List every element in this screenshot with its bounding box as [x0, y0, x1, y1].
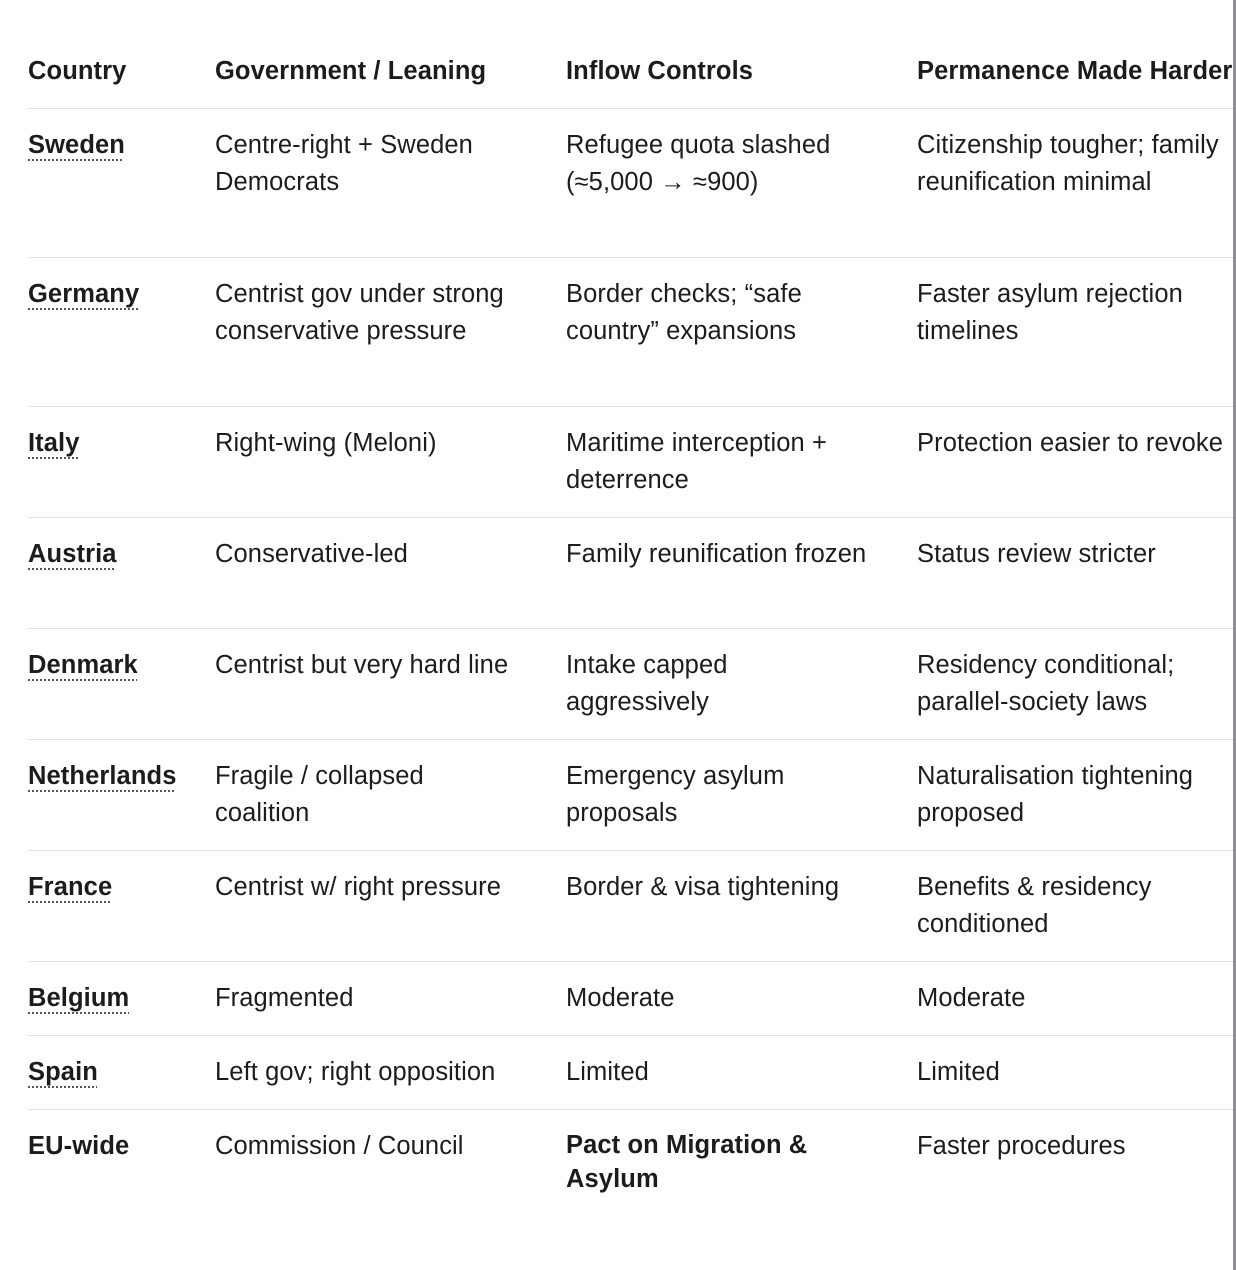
country-link-sweden[interactable]: Sweden: [28, 131, 125, 159]
policy-table: [28, 0, 1236, 1270]
country-cell: [28, 276, 208, 313]
header-permanence-label: Permanence Made Harder: [917, 57, 1233, 85]
permanence-cell: Citizenship tougher; family reunification minimal: [917, 131, 1219, 196]
table-row-france: [28, 851, 1236, 962]
table-row-italy: [28, 407, 1236, 518]
country-link-france[interactable]: France: [28, 873, 113, 901]
permanence-cell: Naturalisation tightening proposed: [917, 762, 1194, 827]
country-cell: [28, 980, 208, 1017]
country-link-italy[interactable]: Italy: [28, 429, 80, 457]
table-row-netherlands: [28, 740, 1236, 851]
table-row-eu-wide: [28, 1110, 1236, 1230]
country-link-denmark[interactable]: Denmark: [28, 651, 138, 679]
permanence-cell: Benefits & residency conditioned: [917, 873, 1152, 938]
table-row-germany: [28, 258, 1236, 407]
government-cell: Left gov; right opposition: [215, 1058, 496, 1086]
permanence-cell: Residency conditional; parallel-society laws: [917, 651, 1175, 716]
inflow-cell: Refugee quota slashed (≈5,000 → ≈900): [566, 131, 831, 196]
inflow-cell: Pact on Migration & Asylum: [566, 1131, 808, 1193]
table-row-spain: [28, 1036, 1236, 1110]
government-cell: Centrist but very hard line: [215, 651, 509, 679]
header-government: Government / Leaning: [215, 57, 487, 85]
government-cell: Fragile / collapsed coalition: [215, 762, 424, 827]
table-header-row: [28, 0, 1236, 109]
country-link-belgium[interactable]: Belgium: [28, 984, 130, 1012]
permanence-cell: Moderate: [917, 984, 1026, 1012]
permanence-cell: Status review stricter: [917, 540, 1156, 568]
government-cell: Commission / Council: [215, 1132, 464, 1160]
header-permanence: [917, 53, 1236, 90]
government-cell: Conservative-led: [215, 540, 408, 568]
inflow-cell: Border & visa tightening: [566, 873, 840, 901]
country-link-spain[interactable]: Spain: [28, 1058, 98, 1086]
country-cell: [28, 869, 208, 906]
table-row-austria: [28, 518, 1236, 629]
permanence-cell: Faster procedures: [917, 1132, 1126, 1160]
country-link-germany[interactable]: Germany: [28, 280, 140, 308]
inflow-cell: Emergency asylum proposals: [566, 762, 785, 827]
government-cell: Centre-right + Sweden Democrats: [215, 131, 473, 196]
country-cell: EU-wide: [28, 1132, 130, 1160]
permanence-cell: Limited: [917, 1058, 1000, 1086]
country-cell: [28, 127, 208, 164]
inflow-cell: Moderate: [566, 984, 675, 1012]
permanence-cell: Protection easier to revoke: [917, 429, 1224, 457]
country-cell: [28, 425, 208, 462]
government-cell: Fragmented: [215, 984, 354, 1012]
country-cell: [28, 1054, 208, 1091]
table-row-belgium: [28, 962, 1236, 1036]
inflow-cell: Limited: [566, 1058, 649, 1086]
inflow-cell: Intake capped aggressively: [566, 651, 728, 716]
inflow-cell: Family reunification frozen: [566, 540, 867, 568]
country-link-netherlands[interactable]: Netherlands: [28, 762, 177, 790]
country-cell: [28, 758, 208, 795]
government-cell: Centrist gov under strong conservative pressure: [215, 280, 504, 345]
country-cell: [28, 647, 208, 684]
government-cell: Right-wing (Meloni): [215, 429, 437, 457]
country-cell: [28, 536, 208, 573]
country-link-austria[interactable]: Austria: [28, 540, 117, 568]
inflow-cell: Border checks; “safe country” expansions: [566, 280, 802, 345]
permanence-cell: Faster asylum rejection timelines: [917, 280, 1183, 345]
header-inflow: Inflow Controls: [566, 57, 754, 85]
inflow-cell: Maritime interception + deterrence: [566, 429, 827, 494]
header-country: Country: [28, 57, 127, 85]
table-row-denmark: [28, 629, 1236, 740]
government-cell: Centrist w/ right pressure: [215, 873, 502, 901]
table-row-sweden: [28, 109, 1236, 258]
